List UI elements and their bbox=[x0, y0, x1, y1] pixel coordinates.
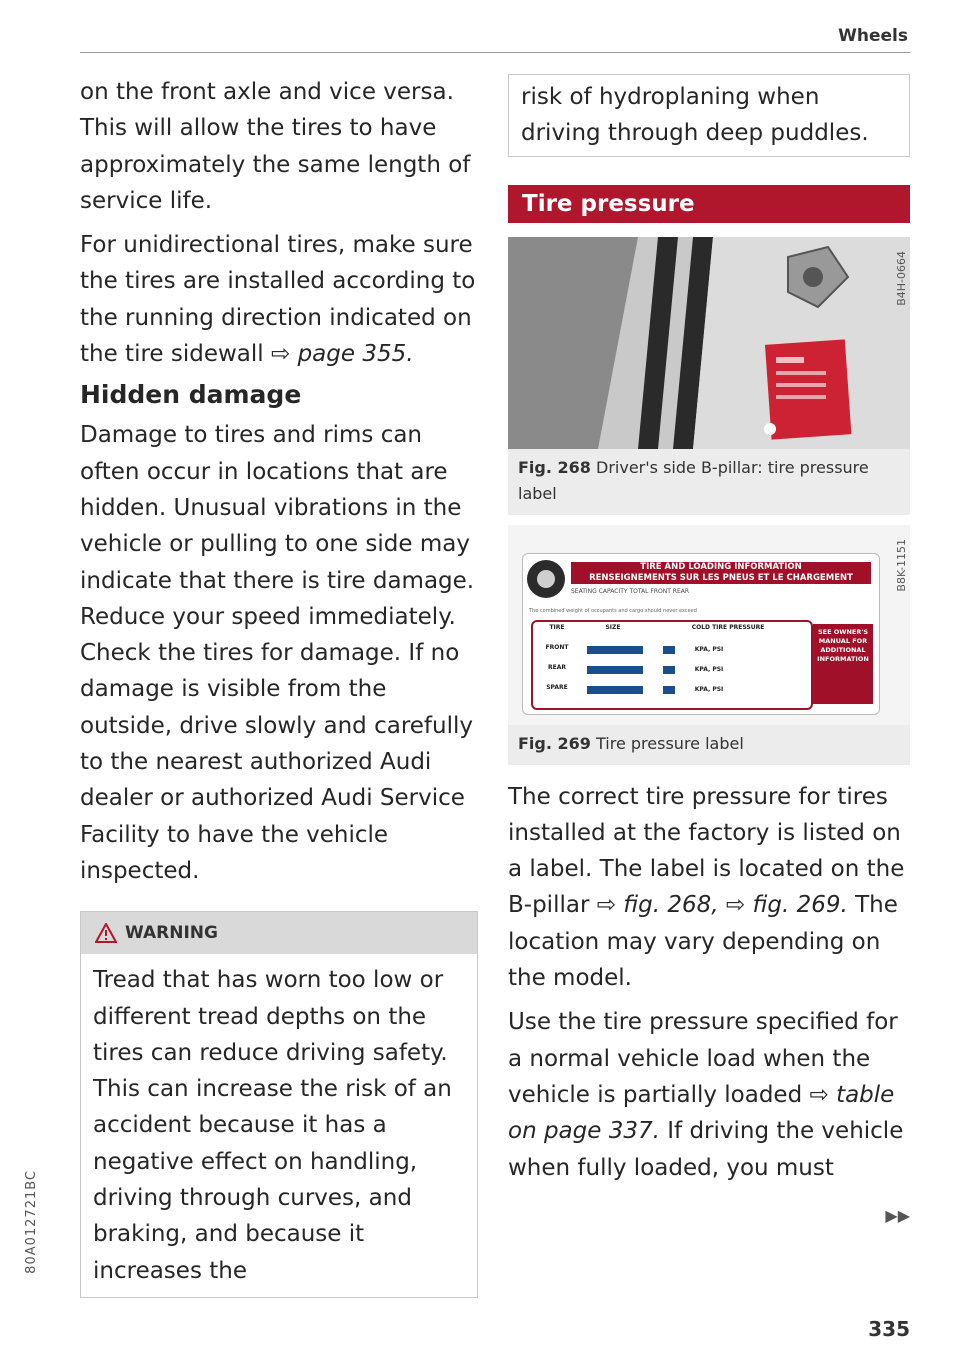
label-pressure-table bbox=[531, 620, 813, 710]
page-reference-link[interactable]: ⇨ page 355. bbox=[271, 341, 414, 368]
page-number: 335 bbox=[868, 1317, 910, 1341]
b-pillar-illustration-icon bbox=[508, 237, 910, 449]
label-fine-print: The combined weight of occupants and cargo should never exceed bbox=[529, 607, 697, 614]
page-header-title: Wheels bbox=[838, 26, 908, 46]
tire-label-image bbox=[508, 525, 910, 725]
tire-pressure-label bbox=[522, 553, 880, 715]
warning-box bbox=[80, 911, 478, 1298]
warning-label: WARNING bbox=[125, 923, 218, 944]
paragraph-text: If driving the vehicle when fully loaded, you must bbox=[508, 1118, 904, 1181]
label-pressure-bar bbox=[663, 686, 675, 694]
header-rule bbox=[80, 52, 910, 53]
label-header: TIRE AND LOADING INFORMATION RENSEIGNEMENTS SUR LES PNEUS ET LE CHARGEMENT bbox=[571, 562, 871, 584]
paragraph: on the front axle and vice versa. This will allow the tires to have approximately the same length of service life. bbox=[80, 79, 471, 214]
label-capacity-row: SEATING CAPACITY TOTAL FRONT REAR bbox=[571, 587, 690, 595]
section-heading: Hidden damage bbox=[80, 380, 302, 410]
label-size-bar bbox=[587, 686, 643, 694]
figure-268 bbox=[508, 237, 910, 515]
figure-reference-link[interactable]: ⇨ fig. 269. bbox=[725, 892, 848, 919]
continued-arrow-icon: ▶▶ bbox=[885, 1206, 910, 1225]
warning-continuation: risk of hydroplaning when driving through deep puddles. bbox=[508, 74, 910, 157]
figure-number: Fig. 269 bbox=[518, 733, 591, 753]
wheel-icon bbox=[527, 560, 565, 598]
label-row-spare: SPARE bbox=[546, 683, 568, 691]
paragraph bbox=[80, 227, 478, 372]
label-row-front: FRONT bbox=[545, 643, 569, 651]
figure-caption-text: Tire pressure label bbox=[596, 733, 744, 753]
document-code: 80A012721BC bbox=[24, 1170, 39, 1274]
figure-code: B4H-0664 bbox=[895, 250, 908, 306]
warning-text: Tread that has worn too low or different tread depths on the tires can reduce driving safety. This can increase the risk of an accident because it has a negative effect on handling, driving through curves, and braking, and because it increases the bbox=[93, 967, 452, 1284]
label-row-rear: REAR bbox=[548, 663, 566, 671]
label-pressure-bar bbox=[663, 646, 675, 654]
label-unit: KPA, PSI bbox=[694, 645, 724, 653]
paragraph-text: The correct tire pressure for tires installed at the factory is listed on a label. The label is located on the B-pillar bbox=[508, 783, 905, 919]
label-unit: KPA, PSI bbox=[694, 665, 724, 673]
figure-reference-link[interactable]: ⇨ fig. 268, bbox=[596, 892, 719, 919]
paragraph-text: For unidirectional tires, make sure the tires are installed according to the running direction indicated on the tire sidewall bbox=[80, 232, 476, 368]
label-size-bar bbox=[587, 666, 643, 674]
figure-code: B8K-1151 bbox=[895, 538, 908, 592]
figure-caption bbox=[508, 449, 910, 515]
figure-caption-text: Driver's side B-pillar: tire pressure label bbox=[518, 457, 869, 503]
label-col-size: SIZE bbox=[605, 623, 621, 631]
paragraph bbox=[508, 779, 910, 997]
figure-caption bbox=[508, 725, 910, 765]
paragraph-text: Use the tire pressure specified for a normal vehicle load when the vehicle is partially loaded bbox=[508, 1009, 898, 1108]
label-pressure-bar bbox=[663, 666, 675, 674]
paragraph: Damage to tires and rims can often occur in locations that are hidden. Unusual vibrations in the vehicle or pulling to one side may indicate that there is tire damage. Reduce your speed immediately. Check the tires for damage. If no damage is visible from the outside, drive slowly and carefully to the nearest authorized Audi dealer or authorized Audi Service Facility to have the vehicle inspected. bbox=[80, 422, 475, 884]
right-column bbox=[508, 74, 910, 1194]
figure-number: Fig. 268 bbox=[518, 457, 591, 477]
figure-269 bbox=[508, 525, 910, 765]
label-unit: KPA, PSI bbox=[694, 685, 724, 693]
table-reference-link[interactable]: ⇨ table on page 337. bbox=[508, 1081, 895, 1145]
section-title-bar: Tire pressure bbox=[508, 185, 910, 223]
b-pillar-photo bbox=[508, 237, 910, 449]
label-col-tire: TIRE bbox=[549, 623, 565, 631]
warning-header bbox=[81, 912, 477, 954]
paragraph-text: The location may vary depending on the model. bbox=[508, 892, 898, 992]
warning-triangle-icon bbox=[95, 923, 117, 943]
label-col-pressure: COLD TIRE PRESSURE bbox=[691, 623, 765, 631]
paragraph bbox=[508, 1004, 910, 1185]
left-column bbox=[80, 74, 478, 1298]
label-see-manual: SEE OWNER'S MANUAL FOR ADDITIONAL INFORMATION bbox=[813, 624, 873, 704]
label-size-bar bbox=[587, 646, 643, 654]
